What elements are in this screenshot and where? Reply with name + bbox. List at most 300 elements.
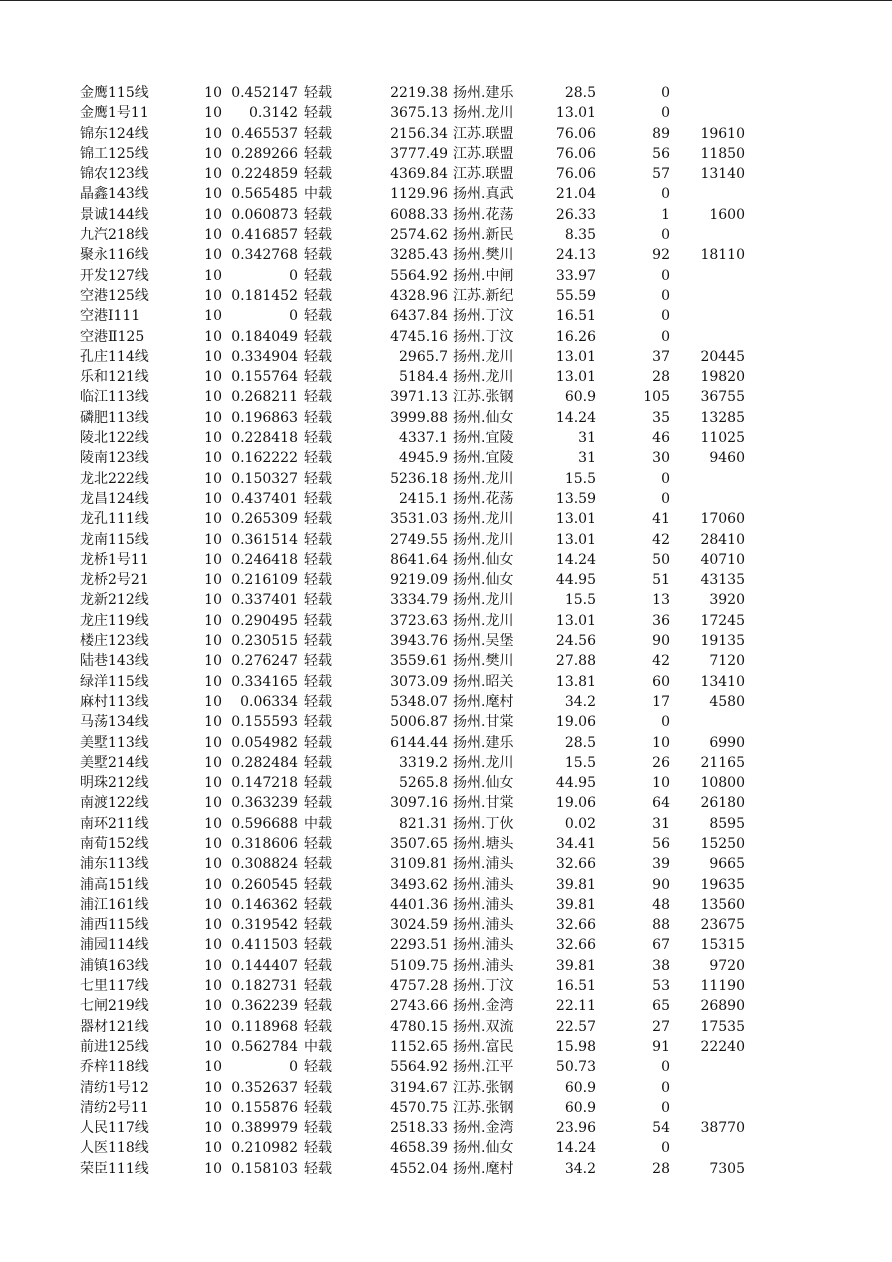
count-cell[interactable]: 0 bbox=[661, 490, 670, 507]
load-rate-cell[interactable]: 0.146362 bbox=[231, 896, 298, 913]
voltage-cell[interactable]: 10 bbox=[204, 186, 222, 203]
length-cell[interactable]: 5109.75 bbox=[390, 957, 448, 974]
substation-cell[interactable]: 扬州.龙川 bbox=[453, 369, 514, 386]
load-rate-cell[interactable]: 0.228418 bbox=[231, 430, 298, 447]
load-status-cell[interactable]: 轻载 bbox=[304, 409, 332, 426]
substation-cell[interactable]: 扬州.花荡 bbox=[453, 206, 514, 223]
load-status-cell[interactable]: 轻载 bbox=[304, 572, 332, 589]
length-cell[interactable]: 3777.49 bbox=[390, 145, 448, 162]
count-cell[interactable]: 0 bbox=[661, 470, 670, 487]
load-rate-cell[interactable]: 0.276247 bbox=[231, 653, 298, 670]
substation-cell[interactable]: 扬州.仙女 bbox=[453, 775, 514, 792]
line-name-cell[interactable]: 龙庄119线 bbox=[80, 612, 149, 629]
line-name-cell[interactable]: 龙南115线 bbox=[80, 531, 149, 548]
length-cell[interactable]: 2749.55 bbox=[390, 531, 448, 548]
distance-cell[interactable]: 13.81 bbox=[555, 673, 596, 690]
load-rate-cell[interactable]: 0.260545 bbox=[231, 876, 298, 893]
voltage-cell[interactable]: 10 bbox=[204, 775, 222, 792]
load-rate-cell[interactable]: 0.565485 bbox=[231, 186, 298, 203]
substation-cell[interactable]: 扬州.塘头 bbox=[453, 835, 514, 852]
capacity-cell[interactable]: 19610 bbox=[700, 125, 745, 142]
voltage-cell[interactable]: 10 bbox=[204, 85, 222, 101]
voltage-cell[interactable]: 10 bbox=[204, 511, 222, 528]
load-rate-cell[interactable]: 0.337401 bbox=[231, 592, 298, 609]
distance-cell[interactable]: 15.5 bbox=[564, 754, 596, 771]
substation-cell[interactable]: 扬州.樊川 bbox=[453, 247, 514, 264]
capacity-cell[interactable]: 26180 bbox=[700, 795, 745, 812]
voltage-cell[interactable]: 10 bbox=[204, 633, 222, 650]
load-status-cell[interactable]: 轻载 bbox=[304, 1120, 332, 1137]
count-cell[interactable]: 31 bbox=[652, 815, 670, 832]
capacity-cell[interactable]: 15315 bbox=[700, 937, 745, 954]
line-name-cell[interactable]: 空港Ⅱ125 bbox=[80, 328, 145, 345]
distance-cell[interactable]: 14.24 bbox=[555, 409, 596, 426]
length-cell[interactable]: 5564.92 bbox=[390, 267, 448, 284]
substation-cell[interactable]: 扬州.龙川 bbox=[453, 470, 514, 487]
distance-cell[interactable]: 44.95 bbox=[555, 775, 596, 792]
count-cell[interactable]: 0 bbox=[661, 328, 670, 345]
length-cell[interactable]: 6088.33 bbox=[390, 206, 448, 223]
load-rate-cell[interactable]: 0.181452 bbox=[231, 287, 298, 304]
length-cell[interactable]: 3507.65 bbox=[390, 835, 448, 852]
load-status-cell[interactable]: 轻载 bbox=[304, 125, 332, 142]
load-status-cell[interactable]: 轻载 bbox=[304, 957, 332, 974]
line-name-cell[interactable]: 孔庄114线 bbox=[80, 348, 149, 365]
line-name-cell[interactable]: 龙桥2号21 bbox=[80, 572, 149, 589]
load-status-cell[interactable]: 轻载 bbox=[304, 876, 332, 893]
line-name-cell[interactable]: 人医118线 bbox=[80, 1140, 149, 1157]
substation-cell[interactable]: 江苏.张钢 bbox=[453, 1099, 514, 1116]
substation-cell[interactable]: 扬州.金湾 bbox=[453, 998, 514, 1015]
load-status-cell[interactable]: 轻载 bbox=[304, 978, 332, 995]
line-name-cell[interactable]: 南荀152线 bbox=[80, 835, 149, 852]
load-rate-cell[interactable]: 0.352637 bbox=[231, 1079, 298, 1096]
distance-cell[interactable]: 39.81 bbox=[555, 876, 596, 893]
line-name-cell[interactable]: 浦园114线 bbox=[80, 937, 149, 954]
line-name-cell[interactable]: 龙新212线 bbox=[80, 592, 149, 609]
substation-cell[interactable]: 扬州.浦头 bbox=[453, 856, 514, 873]
distance-cell[interactable]: 15.5 bbox=[564, 592, 596, 609]
length-cell[interactable]: 4401.36 bbox=[390, 896, 448, 913]
load-status-cell[interactable]: 轻载 bbox=[304, 734, 332, 751]
voltage-cell[interactable]: 10 bbox=[204, 1120, 222, 1137]
count-cell[interactable]: 37 bbox=[652, 348, 670, 365]
substation-cell[interactable]: 扬州.浦头 bbox=[453, 937, 514, 954]
line-name-cell[interactable]: 聚永116线 bbox=[80, 247, 149, 264]
load-status-cell[interactable]: 轻载 bbox=[304, 105, 332, 122]
capacity-cell[interactable]: 17535 bbox=[700, 1018, 745, 1035]
load-rate-cell[interactable]: 0.196863 bbox=[231, 409, 298, 426]
load-rate-cell[interactable]: 0.334904 bbox=[231, 348, 298, 365]
load-status-cell[interactable]: 轻载 bbox=[304, 754, 332, 771]
length-cell[interactable]: 8641.64 bbox=[390, 551, 448, 568]
count-cell[interactable]: 90 bbox=[652, 633, 670, 650]
distance-cell[interactable]: 16.26 bbox=[555, 328, 596, 345]
load-rate-cell[interactable]: 0.363239 bbox=[231, 795, 298, 812]
line-name-cell[interactable]: 锦东124线 bbox=[80, 125, 149, 142]
line-name-cell[interactable]: 临江113线 bbox=[80, 389, 149, 406]
voltage-cell[interactable]: 10 bbox=[204, 105, 222, 122]
distance-cell[interactable]: 76.06 bbox=[555, 166, 596, 183]
substation-cell[interactable]: 扬州.建乐 bbox=[453, 85, 514, 101]
count-cell[interactable]: 105 bbox=[643, 389, 670, 406]
load-rate-cell[interactable]: 0.158103 bbox=[231, 1160, 298, 1177]
voltage-cell[interactable]: 10 bbox=[204, 267, 222, 284]
distance-cell[interactable]: 15.5 bbox=[564, 470, 596, 487]
count-cell[interactable]: 13 bbox=[652, 592, 670, 609]
capacity-cell[interactable]: 9720 bbox=[709, 957, 745, 974]
line-name-cell[interactable]: 人民117线 bbox=[80, 1120, 149, 1137]
distance-cell[interactable]: 60.9 bbox=[564, 389, 596, 406]
voltage-cell[interactable]: 10 bbox=[204, 1079, 222, 1096]
load-status-cell[interactable]: 轻载 bbox=[304, 531, 332, 548]
length-cell[interactable]: 9219.09 bbox=[390, 572, 448, 589]
voltage-cell[interactable]: 10 bbox=[204, 551, 222, 568]
load-status-cell[interactable]: 轻载 bbox=[304, 247, 332, 264]
voltage-cell[interactable]: 10 bbox=[204, 1059, 222, 1076]
line-name-cell[interactable]: 七闸219线 bbox=[80, 998, 149, 1015]
voltage-cell[interactable]: 10 bbox=[204, 835, 222, 852]
length-cell[interactable]: 3493.62 bbox=[390, 876, 448, 893]
voltage-cell[interactable]: 10 bbox=[204, 1160, 222, 1177]
count-cell[interactable]: 26 bbox=[652, 754, 670, 771]
capacity-cell[interactable]: 6990 bbox=[709, 734, 745, 751]
line-name-cell[interactable]: 绿洋115线 bbox=[80, 673, 149, 690]
distance-cell[interactable]: 32.66 bbox=[555, 856, 596, 873]
voltage-cell[interactable]: 10 bbox=[204, 734, 222, 751]
load-rate-cell[interactable]: 0.054982 bbox=[231, 734, 298, 751]
load-status-cell[interactable]: 轻载 bbox=[304, 1140, 332, 1157]
distance-cell[interactable]: 13.01 bbox=[555, 511, 596, 528]
capacity-cell[interactable]: 11190 bbox=[700, 978, 745, 995]
capacity-cell[interactable]: 9665 bbox=[709, 856, 745, 873]
length-cell[interactable]: 5236.18 bbox=[390, 470, 448, 487]
line-name-cell[interactable]: 浦江161线 bbox=[80, 896, 149, 913]
distance-cell[interactable]: 24.56 bbox=[555, 633, 596, 650]
capacity-cell[interactable]: 23675 bbox=[700, 917, 745, 934]
substation-cell[interactable]: 扬州.昭关 bbox=[453, 673, 514, 690]
length-cell[interactable]: 2518.33 bbox=[390, 1120, 448, 1137]
line-name-cell[interactable]: 浦高151线 bbox=[80, 876, 149, 893]
substation-cell[interactable]: 扬州.吴堡 bbox=[453, 633, 514, 650]
substation-cell[interactable]: 扬州.真武 bbox=[453, 186, 514, 203]
substation-cell[interactable]: 扬州.樊川 bbox=[453, 653, 514, 670]
substation-cell[interactable]: 扬州.金湾 bbox=[453, 1120, 514, 1137]
substation-cell[interactable]: 扬州.浦头 bbox=[453, 957, 514, 974]
load-status-cell[interactable]: 轻载 bbox=[304, 795, 332, 812]
load-status-cell[interactable]: 轻载 bbox=[304, 998, 332, 1015]
distance-cell[interactable]: 27.88 bbox=[555, 653, 596, 670]
capacity-cell[interactable]: 19135 bbox=[700, 633, 745, 650]
substation-cell[interactable]: 扬州.丁汶 bbox=[453, 328, 514, 345]
voltage-cell[interactable]: 10 bbox=[204, 125, 222, 142]
substation-cell[interactable]: 江苏.新纪 bbox=[453, 287, 514, 304]
length-cell[interactable]: 6437.84 bbox=[390, 308, 448, 325]
load-rate-cell[interactable]: 0.246418 bbox=[231, 551, 298, 568]
count-cell[interactable]: 0 bbox=[661, 105, 670, 122]
load-status-cell[interactable]: 轻载 bbox=[304, 145, 332, 162]
count-cell[interactable]: 53 bbox=[652, 978, 670, 995]
line-name-cell[interactable]: 龙北222线 bbox=[80, 470, 149, 487]
load-status-cell[interactable]: 轻载 bbox=[304, 1059, 332, 1076]
distance-cell[interactable]: 0.02 bbox=[564, 815, 596, 832]
count-cell[interactable]: 56 bbox=[652, 835, 670, 852]
count-cell[interactable]: 39 bbox=[652, 856, 670, 873]
substation-cell[interactable]: 扬州.仙女 bbox=[453, 572, 514, 589]
length-cell[interactable]: 2293.51 bbox=[390, 937, 448, 954]
count-cell[interactable]: 42 bbox=[652, 531, 670, 548]
load-rate-cell[interactable]: 0.562784 bbox=[231, 1038, 298, 1055]
load-rate-cell[interactable]: 0 bbox=[289, 1059, 298, 1076]
voltage-cell[interactable]: 10 bbox=[204, 145, 222, 162]
substation-cell[interactable]: 扬州.新民 bbox=[453, 227, 514, 244]
load-rate-cell[interactable]: 0.06334 bbox=[240, 693, 298, 710]
distance-cell[interactable]: 22.11 bbox=[555, 998, 596, 1015]
length-cell[interactable]: 5348.07 bbox=[390, 693, 448, 710]
length-cell[interactable]: 3097.16 bbox=[390, 795, 448, 812]
line-name-cell[interactable]: 陵北122线 bbox=[80, 430, 149, 447]
load-status-cell[interactable]: 轻载 bbox=[304, 896, 332, 913]
voltage-cell[interactable]: 10 bbox=[204, 470, 222, 487]
voltage-cell[interactable]: 10 bbox=[204, 612, 222, 629]
line-name-cell[interactable]: 陆巷143线 bbox=[80, 653, 149, 670]
voltage-cell[interactable]: 10 bbox=[204, 450, 222, 467]
load-rate-cell[interactable]: 0.362239 bbox=[231, 998, 298, 1015]
capacity-cell[interactable]: 38770 bbox=[700, 1120, 745, 1137]
line-name-cell[interactable]: 磷肥113线 bbox=[80, 409, 149, 426]
load-status-cell[interactable]: 轻载 bbox=[304, 1079, 332, 1096]
length-cell[interactable]: 4658.39 bbox=[390, 1140, 448, 1157]
capacity-cell[interactable]: 40710 bbox=[700, 551, 745, 568]
load-rate-cell[interactable]: 0.361514 bbox=[231, 531, 298, 548]
voltage-cell[interactable]: 10 bbox=[204, 856, 222, 873]
distance-cell[interactable]: 22.57 bbox=[555, 1018, 596, 1035]
length-cell[interactable]: 3073.09 bbox=[390, 673, 448, 690]
count-cell[interactable]: 0 bbox=[661, 287, 670, 304]
load-rate-cell[interactable]: 0.342768 bbox=[231, 247, 298, 264]
count-cell[interactable]: 0 bbox=[661, 1059, 670, 1076]
load-rate-cell[interactable]: 0 bbox=[289, 267, 298, 284]
load-status-cell[interactable]: 轻载 bbox=[304, 287, 332, 304]
capacity-cell[interactable]: 28410 bbox=[700, 531, 745, 548]
substation-cell[interactable]: 扬州.富民 bbox=[453, 1038, 514, 1055]
length-cell[interactable]: 5265.8 bbox=[399, 775, 448, 792]
line-name-cell[interactable]: 空港Ⅰ111 bbox=[80, 308, 141, 325]
voltage-cell[interactable]: 10 bbox=[204, 206, 222, 223]
count-cell[interactable]: 28 bbox=[652, 1160, 670, 1177]
distance-cell[interactable]: 16.51 bbox=[555, 978, 596, 995]
load-status-cell[interactable]: 轻载 bbox=[304, 1018, 332, 1035]
capacity-cell[interactable]: 18110 bbox=[700, 247, 745, 264]
length-cell[interactable]: 3723.63 bbox=[390, 612, 448, 629]
substation-cell[interactable]: 扬州.双流 bbox=[453, 1018, 514, 1035]
capacity-cell[interactable]: 17245 bbox=[700, 612, 745, 629]
length-cell[interactable]: 2743.66 bbox=[390, 998, 448, 1015]
count-cell[interactable]: 0 bbox=[661, 186, 670, 203]
load-status-cell[interactable]: 轻载 bbox=[304, 85, 332, 101]
count-cell[interactable]: 67 bbox=[652, 937, 670, 954]
load-status-cell[interactable]: 轻载 bbox=[304, 693, 332, 710]
voltage-cell[interactable]: 10 bbox=[204, 957, 222, 974]
distance-cell[interactable]: 31 bbox=[578, 430, 596, 447]
substation-cell[interactable]: 扬州.龙川 bbox=[453, 612, 514, 629]
capacity-cell[interactable]: 10800 bbox=[700, 775, 745, 792]
voltage-cell[interactable]: 10 bbox=[204, 917, 222, 934]
load-rate-cell[interactable]: 0.416857 bbox=[231, 227, 298, 244]
line-name-cell[interactable]: 前进125线 bbox=[80, 1038, 149, 1055]
count-cell[interactable]: 10 bbox=[652, 775, 670, 792]
length-cell[interactable]: 4780.15 bbox=[390, 1018, 448, 1035]
load-status-cell[interactable]: 中载 bbox=[304, 186, 332, 203]
distance-cell[interactable]: 39.81 bbox=[555, 957, 596, 974]
distance-cell[interactable]: 60.9 bbox=[564, 1099, 596, 1116]
line-name-cell[interactable]: 楼庄123线 bbox=[80, 633, 149, 650]
capacity-cell[interactable]: 11025 bbox=[700, 430, 745, 447]
count-cell[interactable]: 0 bbox=[661, 267, 670, 284]
capacity-cell[interactable]: 15250 bbox=[700, 835, 745, 852]
substation-cell[interactable]: 扬州.丁汶 bbox=[453, 308, 514, 325]
substation-cell[interactable]: 扬州.龙川 bbox=[453, 348, 514, 365]
load-status-cell[interactable]: 轻载 bbox=[304, 348, 332, 365]
load-status-cell[interactable]: 轻载 bbox=[304, 490, 332, 507]
count-cell[interactable]: 28 bbox=[652, 369, 670, 386]
load-status-cell[interactable]: 轻载 bbox=[304, 714, 332, 731]
length-cell[interactable]: 4369.84 bbox=[390, 166, 448, 183]
voltage-cell[interactable]: 10 bbox=[204, 247, 222, 264]
distance-cell[interactable]: 13.01 bbox=[555, 531, 596, 548]
count-cell[interactable]: 91 bbox=[652, 1038, 670, 1055]
distance-cell[interactable]: 21.04 bbox=[555, 186, 596, 203]
line-name-cell[interactable]: 龙桥1号11 bbox=[80, 551, 149, 568]
voltage-cell[interactable]: 10 bbox=[204, 795, 222, 812]
voltage-cell[interactable]: 10 bbox=[204, 896, 222, 913]
load-status-cell[interactable]: 轻载 bbox=[304, 267, 332, 284]
length-cell[interactable]: 2965.7 bbox=[399, 348, 448, 365]
capacity-cell[interactable]: 13410 bbox=[700, 673, 745, 690]
distance-cell[interactable]: 32.66 bbox=[555, 937, 596, 954]
distance-cell[interactable]: 55.59 bbox=[555, 287, 596, 304]
load-rate-cell[interactable]: 0.155593 bbox=[231, 714, 298, 731]
line-name-cell[interactable]: 空港125线 bbox=[80, 287, 149, 304]
substation-cell[interactable]: 扬州.丁汶 bbox=[453, 978, 514, 995]
line-name-cell[interactable]: 金鹰1号11 bbox=[80, 105, 149, 122]
distance-cell[interactable]: 31 bbox=[578, 450, 596, 467]
substation-cell[interactable]: 扬州.龙川 bbox=[453, 754, 514, 771]
load-status-cell[interactable]: 轻载 bbox=[304, 775, 332, 792]
voltage-cell[interactable]: 10 bbox=[204, 978, 222, 995]
capacity-cell[interactable]: 17060 bbox=[700, 511, 745, 528]
load-rate-cell[interactable]: 0.265309 bbox=[231, 511, 298, 528]
substation-cell[interactable]: 扬州.甘棠 bbox=[453, 795, 514, 812]
line-name-cell[interactable]: 浦西115线 bbox=[80, 917, 149, 934]
load-rate-cell[interactable]: 0.182731 bbox=[231, 978, 298, 995]
substation-cell[interactable]: 扬州.仙女 bbox=[453, 551, 514, 568]
line-name-cell[interactable]: 金鹰115线 bbox=[80, 85, 149, 101]
line-name-cell[interactable]: 晶鑫143线 bbox=[80, 186, 149, 203]
voltage-cell[interactable]: 10 bbox=[204, 490, 222, 507]
substation-cell[interactable]: 扬州.仙女 bbox=[453, 1140, 514, 1157]
distance-cell[interactable]: 34.41 bbox=[555, 835, 596, 852]
capacity-cell[interactable]: 9460 bbox=[709, 450, 745, 467]
count-cell[interactable]: 46 bbox=[652, 430, 670, 447]
count-cell[interactable]: 92 bbox=[652, 247, 670, 264]
voltage-cell[interactable]: 10 bbox=[204, 693, 222, 710]
capacity-cell[interactable]: 36755 bbox=[700, 389, 745, 406]
line-name-cell[interactable]: 荣臣111线 bbox=[80, 1160, 149, 1177]
count-cell[interactable]: 1 bbox=[661, 206, 670, 223]
capacity-cell[interactable]: 13140 bbox=[700, 166, 745, 183]
distance-cell[interactable]: 32.66 bbox=[555, 917, 596, 934]
capacity-cell[interactable]: 7305 bbox=[709, 1160, 745, 1177]
distance-cell[interactable]: 24.13 bbox=[555, 247, 596, 264]
substation-cell[interactable]: 扬州.宜陵 bbox=[453, 430, 514, 447]
count-cell[interactable]: 0 bbox=[661, 1140, 670, 1157]
load-status-cell[interactable]: 轻载 bbox=[304, 917, 332, 934]
distance-cell[interactable]: 15.98 bbox=[555, 1038, 596, 1055]
substation-cell[interactable]: 扬州.浦头 bbox=[453, 896, 514, 913]
length-cell[interactable]: 2156.34 bbox=[390, 125, 448, 142]
substation-cell[interactable]: 扬州.建乐 bbox=[453, 734, 514, 751]
load-status-cell[interactable]: 轻载 bbox=[304, 633, 332, 650]
distance-cell[interactable]: 23.96 bbox=[555, 1120, 596, 1137]
load-status-cell[interactable]: 轻载 bbox=[304, 612, 332, 629]
count-cell[interactable]: 0 bbox=[661, 308, 670, 325]
count-cell[interactable]: 36 bbox=[652, 612, 670, 629]
voltage-cell[interactable]: 10 bbox=[204, 166, 222, 183]
distance-cell[interactable]: 50.73 bbox=[555, 1059, 596, 1076]
line-name-cell[interactable]: 锦工125线 bbox=[80, 145, 149, 162]
substation-cell[interactable]: 扬州.麾村 bbox=[453, 693, 514, 710]
load-status-cell[interactable]: 轻载 bbox=[304, 1099, 332, 1116]
length-cell[interactable]: 4552.04 bbox=[390, 1160, 448, 1177]
distance-cell[interactable]: 60.9 bbox=[564, 1079, 596, 1096]
load-rate-cell[interactable]: 0.318606 bbox=[231, 835, 298, 852]
length-cell[interactable]: 4745.16 bbox=[390, 328, 448, 345]
load-status-cell[interactable]: 轻载 bbox=[304, 389, 332, 406]
voltage-cell[interactable]: 10 bbox=[204, 653, 222, 670]
distance-cell[interactable]: 19.06 bbox=[555, 714, 596, 731]
load-status-cell[interactable]: 轻载 bbox=[304, 430, 332, 447]
count-cell[interactable]: 0 bbox=[661, 1079, 670, 1096]
capacity-cell[interactable]: 8595 bbox=[709, 815, 745, 832]
length-cell[interactable]: 3194.67 bbox=[390, 1079, 448, 1096]
length-cell[interactable]: 2219.38 bbox=[390, 85, 448, 101]
capacity-cell[interactable]: 43135 bbox=[700, 572, 745, 589]
count-cell[interactable]: 48 bbox=[652, 896, 670, 913]
load-rate-cell[interactable]: 0.282484 bbox=[231, 754, 298, 771]
length-cell[interactable]: 3285.43 bbox=[390, 247, 448, 264]
substation-cell[interactable]: 江苏.联盟 bbox=[453, 125, 514, 142]
count-cell[interactable]: 30 bbox=[652, 450, 670, 467]
length-cell[interactable]: 3999.88 bbox=[390, 409, 448, 426]
voltage-cell[interactable]: 10 bbox=[204, 876, 222, 893]
length-cell[interactable]: 3024.59 bbox=[390, 917, 448, 934]
substation-cell[interactable]: 扬州.花荡 bbox=[453, 490, 514, 507]
count-cell[interactable]: 51 bbox=[652, 572, 670, 589]
distance-cell[interactable]: 26.33 bbox=[555, 206, 596, 223]
substation-cell[interactable]: 扬州.浦头 bbox=[453, 917, 514, 934]
count-cell[interactable]: 64 bbox=[652, 795, 670, 812]
capacity-cell[interactable]: 19635 bbox=[700, 876, 745, 893]
line-name-cell[interactable]: 南渡122线 bbox=[80, 795, 149, 812]
length-cell[interactable]: 3334.79 bbox=[390, 592, 448, 609]
line-name-cell[interactable]: 南环211线 bbox=[80, 815, 149, 832]
line-name-cell[interactable]: 景诚144线 bbox=[80, 206, 149, 223]
voltage-cell[interactable]: 10 bbox=[204, 328, 222, 345]
load-status-cell[interactable]: 轻载 bbox=[304, 328, 332, 345]
load-rate-cell[interactable]: 0 bbox=[289, 308, 298, 325]
count-cell[interactable]: 88 bbox=[652, 917, 670, 934]
